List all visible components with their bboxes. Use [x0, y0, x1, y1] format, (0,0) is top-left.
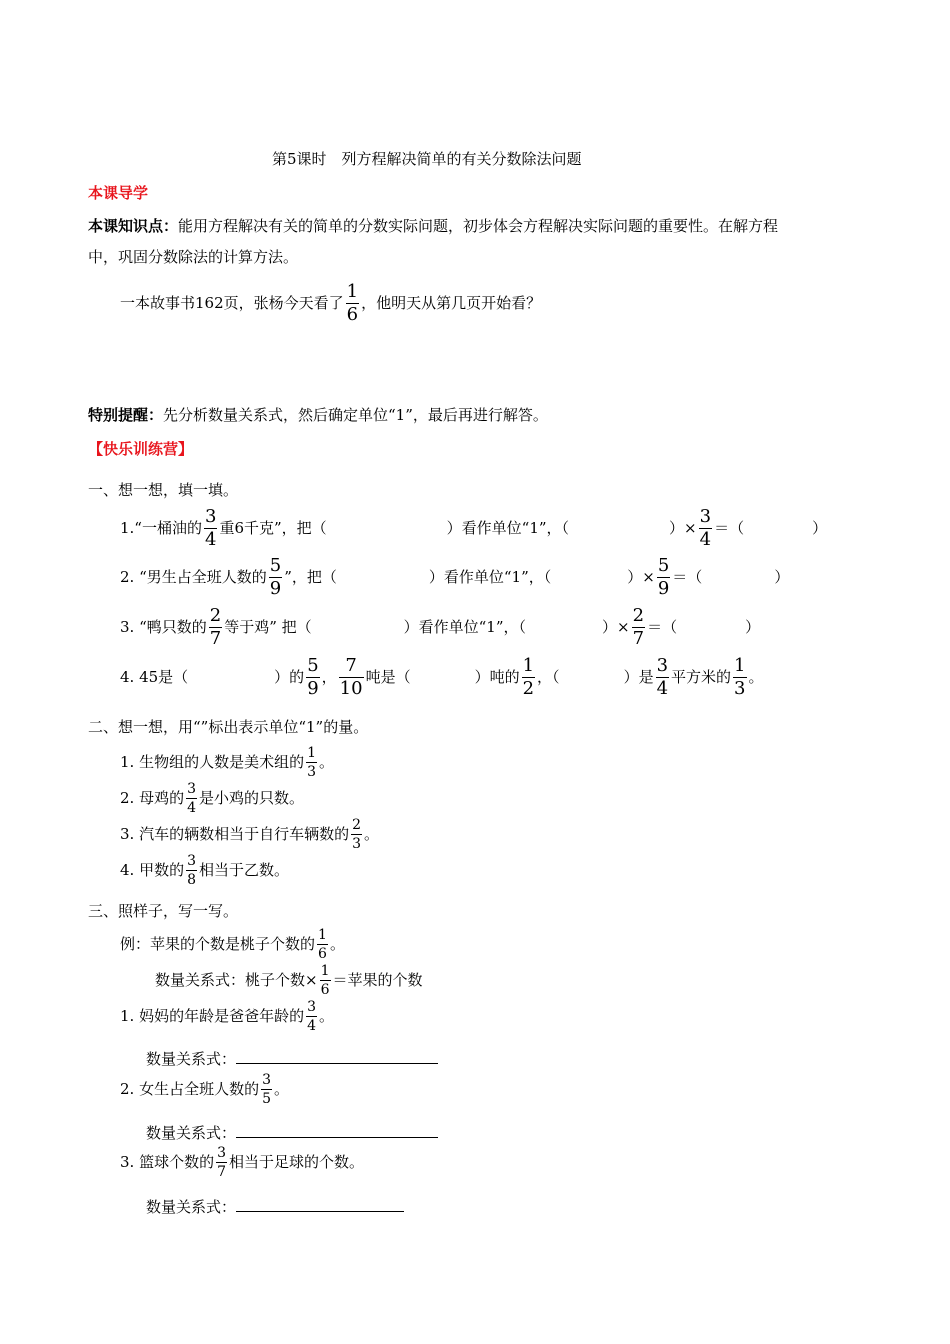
- s3-item-2: [120, 1073, 289, 1106]
- numerator: 3: [262, 1072, 272, 1088]
- numerator: 3: [204, 506, 217, 527]
- fraction: [306, 657, 319, 698]
- s1-question-2: [120, 557, 789, 598]
- q-text: ＝苹果的个数: [332, 971, 423, 989]
- denominator: 9: [269, 578, 282, 599]
- example-pre: 一本故事书162页，张杨今天看了: [120, 294, 344, 312]
- camp-heading: 【快乐训练营】: [88, 440, 194, 458]
- section1-heading: 一、想一想，填一填。: [88, 481, 239, 499]
- numerator: 2: [352, 817, 362, 833]
- example-question: [120, 283, 541, 324]
- fraction: [522, 657, 535, 698]
- relation-label: 数量关系式：: [146, 1124, 237, 1142]
- q-text: ）×: [627, 568, 655, 586]
- q-text: 3. 篮球个数的: [120, 1153, 215, 1171]
- numerator: 3: [307, 999, 317, 1015]
- q-text: ”，把（: [284, 568, 337, 586]
- relation-label: 数量关系式：: [146, 1050, 237, 1068]
- reminder-text: 先分析数量关系式，然后确定单位“1”，最后再进行解答。: [163, 406, 548, 424]
- fraction: [339, 657, 364, 698]
- numerator: 5: [269, 555, 282, 576]
- relation-label: 数量关系式：: [146, 1198, 237, 1216]
- numerator: 1: [318, 927, 327, 943]
- reminder: [88, 408, 548, 423]
- q-text: 。: [319, 753, 335, 771]
- denominator: 4: [699, 529, 712, 550]
- numerator: 1: [522, 655, 535, 676]
- q-text: ＝（: [647, 618, 678, 636]
- q-text: 相当于足球的个数。: [229, 1153, 365, 1171]
- q-text: 等于鸡” 把（: [224, 618, 312, 636]
- q-text: ）: [745, 618, 761, 636]
- numerator: 5: [657, 555, 670, 576]
- fraction: [632, 607, 645, 648]
- example-post: ，他明天从第几页开始看？: [361, 294, 542, 312]
- s1-question-4: [120, 657, 764, 698]
- answer-line[interactable]: [236, 1123, 438, 1138]
- q-text: ）×: [602, 618, 630, 636]
- knowledge-line-2: 中，巩固分数除法的计算方法。: [88, 248, 299, 266]
- fraction: [351, 818, 362, 851]
- s2-item-4: [120, 854, 289, 887]
- q-text: 3. 汽车的辆数相当于自行车辆数的: [120, 825, 350, 843]
- guide-heading: 本课导学: [88, 184, 149, 202]
- knowledge-line-1: [88, 219, 778, 234]
- q-text: 数量关系式：桃子个数×: [155, 971, 318, 989]
- s3-example: [120, 928, 345, 961]
- denominator: 2: [522, 678, 535, 699]
- section3-heading: 三、照样子，写一写。: [88, 902, 239, 920]
- fraction: [657, 557, 670, 598]
- fraction: [733, 657, 746, 698]
- q-text: ，（: [537, 668, 560, 686]
- denominator: 7: [632, 628, 645, 649]
- fraction: [269, 557, 282, 598]
- q-text: 吨是（: [365, 668, 411, 686]
- fraction: [306, 1000, 317, 1033]
- numerator: 5: [307, 655, 319, 676]
- fraction: [320, 964, 331, 997]
- denominator: 9: [307, 678, 319, 699]
- q-text: ＝（: [672, 568, 703, 586]
- q-text: 平方米的: [671, 668, 732, 686]
- q-text: 重6千克”，把（: [219, 519, 327, 537]
- q-text: 2. 母鸡的: [120, 789, 185, 807]
- q-text: 1.“一桶油的: [120, 519, 202, 537]
- s3-item-3: [120, 1146, 364, 1179]
- denominator: 6: [320, 982, 330, 998]
- s2-item-1: [120, 746, 334, 779]
- s3-relation-3: [146, 1197, 404, 1215]
- denominator: 6: [346, 304, 359, 325]
- denominator: 5: [262, 1091, 272, 1107]
- denominator: 8: [187, 872, 197, 888]
- q-text: ）看作单位“1”，（: [428, 568, 552, 586]
- q-text: ）吨的: [474, 668, 520, 686]
- q-text: 是小鸡的只数。: [199, 789, 305, 807]
- reminder-label: 特别提醒：: [88, 406, 164, 424]
- section2-heading: 二、想一想，用“”标出表示单位“1”的量。: [88, 718, 369, 736]
- q-text: ）×: [669, 519, 697, 537]
- denominator: 7: [209, 628, 222, 649]
- denominator: 3: [352, 836, 362, 852]
- q-text: ，: [321, 668, 337, 686]
- denominator: 7: [217, 1164, 227, 1180]
- s3-relation-2: [146, 1123, 438, 1141]
- fraction: [186, 854, 197, 887]
- answer-line[interactable]: [236, 1049, 438, 1064]
- denominator: 6: [318, 946, 327, 962]
- denominator: 3: [734, 678, 746, 699]
- numerator: 3: [187, 853, 197, 869]
- s1-question-1: [120, 508, 827, 549]
- fraction: [204, 508, 217, 549]
- q-text: 2. “男生占全班人数的: [120, 568, 267, 586]
- q-text: 1. 妈妈的年龄是爸爸年龄的: [120, 1007, 305, 1025]
- numerator: 1: [734, 655, 746, 676]
- fraction: [306, 746, 317, 779]
- q-text: ）: [774, 568, 790, 586]
- q-text: 1. 生物组的人数是美术组的: [120, 753, 305, 771]
- q-text: 。: [274, 1080, 290, 1098]
- numerator: 3: [187, 781, 197, 797]
- denominator: 4: [656, 678, 669, 699]
- q-text: ）是: [623, 668, 654, 686]
- q-text: ）的: [274, 668, 305, 686]
- knowledge-label: 本课知识点：: [88, 217, 179, 235]
- numerator: 1: [320, 963, 330, 979]
- answer-line[interactable]: [236, 1197, 404, 1212]
- numerator: 3: [217, 1145, 227, 1161]
- fraction: [209, 607, 222, 648]
- fraction: [699, 508, 712, 549]
- fraction: [216, 1146, 227, 1179]
- s1-question-3: [120, 607, 760, 648]
- s3-item-1: [120, 1000, 334, 1033]
- denominator: 3: [307, 764, 317, 780]
- fraction: [261, 1073, 272, 1106]
- q-text: 4. 甲数的: [120, 861, 185, 879]
- numerator: 7: [345, 655, 357, 676]
- q-text: ）看作单位“1”，（: [403, 618, 527, 636]
- q-text: 。: [748, 668, 764, 686]
- knowledge-text-1: 能用方程解决有关的简单的分数实际问题，初步体会方程解决实际问题的重要性。在解方程: [178, 217, 779, 235]
- page-title: 第5课时 列方程解决简单的有关分数除法问题: [272, 150, 582, 168]
- q-text: ＝（: [714, 519, 745, 537]
- denominator: 4: [307, 1018, 317, 1034]
- fraction: [656, 657, 669, 698]
- q-text: 例：苹果的个数是桃子个数的: [120, 935, 316, 953]
- q-text: ）看作单位“1”，（: [446, 519, 570, 537]
- s2-item-2: [120, 782, 304, 815]
- numerator: 1: [346, 281, 359, 302]
- numerator: 2: [209, 605, 222, 626]
- s3-relation-1: [146, 1049, 438, 1067]
- fraction: [186, 782, 197, 815]
- q-text: 3. “鸭只数的: [120, 618, 207, 636]
- q-text: 4. 45是（: [120, 668, 189, 686]
- numerator: 3: [699, 506, 712, 527]
- q-text: 相当于乙数。: [199, 861, 290, 879]
- q-text: ）: [812, 519, 828, 537]
- denominator: 9: [657, 578, 670, 599]
- denominator: 10: [339, 678, 363, 699]
- q-text: 2. 女生占全班人数的: [120, 1080, 260, 1098]
- numerator: 2: [632, 605, 645, 626]
- numerator: 1: [307, 745, 317, 761]
- fraction: [346, 283, 359, 324]
- q-text: 。: [319, 1007, 335, 1025]
- s3-example-relation: [155, 964, 423, 997]
- s2-item-3: [120, 818, 379, 851]
- numerator: 3: [656, 655, 669, 676]
- q-text: 。: [364, 825, 380, 843]
- denominator: 4: [204, 529, 217, 550]
- fraction: [317, 928, 328, 961]
- denominator: 4: [187, 800, 197, 816]
- q-text: 。: [329, 935, 345, 953]
